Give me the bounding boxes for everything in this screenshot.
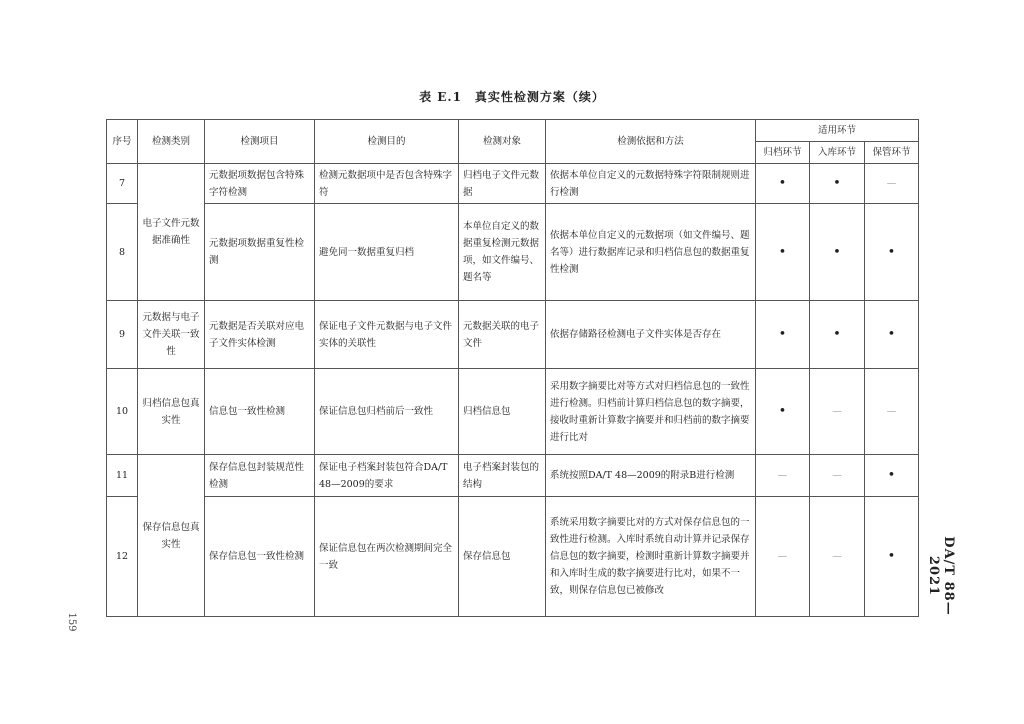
- row-item: 元数据项数据包含特殊字符检测: [205, 164, 315, 204]
- row-method: 依据存储路径检测电子文件实体是否存在: [546, 301, 756, 369]
- row-category: 元数据与电子文件关联一致性: [138, 301, 205, 369]
- page-number: 159: [66, 612, 77, 632]
- row-archive-mark: •: [756, 301, 810, 369]
- row-seq: 9: [107, 301, 138, 369]
- row-purpose: 保证电子文件元数据与电子文件实体的关联性: [315, 301, 459, 369]
- row-archive-mark: •: [756, 369, 810, 455]
- header-row: [107, 120, 919, 142]
- row-seq: 7: [107, 164, 138, 204]
- row-object: 保存信息包: [459, 497, 546, 617]
- row-category: 保存信息包真实性: [138, 455, 205, 617]
- row-method: 系统采用数字摘要比对的方式对保存信息包的一致性进行检测。入库时系统自动计算并记录保存信息包的数字摘要，检测时重新计算数字摘要并和入库时生成的数字摘要进行比对，如果不一致，则保存信息包已被修改: [546, 497, 756, 617]
- row-custody-mark: —: [865, 369, 919, 455]
- header-category: 检测类别: [138, 120, 205, 164]
- row-object: 归档信息包: [459, 369, 546, 455]
- header-method: 检测依据和方法: [546, 120, 756, 164]
- header-stage-custody: 保管环节: [865, 142, 919, 164]
- row-archive-mark: •: [756, 204, 810, 301]
- row-object: 本单位自定义的数据重复检测元数据项，如文件编号、题名等: [459, 204, 546, 301]
- table-row: [107, 301, 919, 369]
- row-custody-mark: —: [865, 164, 919, 204]
- header-object: 检测对象: [459, 120, 546, 164]
- row-item: 元数据项数据重复性检测: [205, 204, 315, 301]
- authenticity-test-table: [106, 119, 919, 617]
- row-method: 采用数字摘要比对等方式对归档信息包的一致性进行检测。归档前计算归档信息包的数字摘要，接收时重新计算数字摘要并和归档前的数字摘要进行比对: [546, 369, 756, 455]
- row-item: 保存信息包封装规范性检测: [205, 455, 315, 497]
- row-item: 保存信息包一致性检测: [205, 497, 315, 617]
- row-purpose: 检测元数据项中是否包含特殊字符: [315, 164, 459, 204]
- row-method: 依据本单位自定义的元数据项（如文件编号、题名等）进行数据库记录和归档信息包的数据重复性检测: [546, 204, 756, 301]
- row-purpose: 保证电子档案封装包符合DA/T 48—2009的要求: [315, 455, 459, 497]
- row-seq: 11: [107, 455, 138, 497]
- header-seq: 序号: [107, 120, 138, 164]
- table-row: [107, 369, 919, 455]
- table-row: [107, 455, 919, 497]
- row-category: 电子文件元数据准确性: [138, 164, 205, 301]
- header-stages: 适用环节: [756, 120, 919, 142]
- row-archive-mark: —: [756, 497, 810, 617]
- table-row: [107, 497, 919, 617]
- header-stage-archive: 归档环节: [756, 142, 810, 164]
- row-item: 元数据是否关联对应电子文件实体检测: [205, 301, 315, 369]
- row-storage-mark: —: [810, 455, 865, 497]
- standard-code: DA/T 88—2021: [926, 536, 956, 616]
- row-item: 信息包一致性检测: [205, 369, 315, 455]
- row-seq: 12: [107, 497, 138, 617]
- row-storage-mark: —: [810, 369, 865, 455]
- row-custody-mark: •: [865, 455, 919, 497]
- row-object: 电子档案封装包的结构: [459, 455, 546, 497]
- row-storage-mark: •: [810, 164, 865, 204]
- row-object: 归档电子文件元数据: [459, 164, 546, 204]
- row-purpose: 避免同一数据重复归档: [315, 204, 459, 301]
- row-purpose: 保证信息包在两次检测期间完全一致: [315, 497, 459, 617]
- row-storage-mark: —: [810, 497, 865, 617]
- row-archive-mark: •: [756, 164, 810, 204]
- header-purpose: 检测目的: [315, 120, 459, 164]
- row-seq: 10: [107, 369, 138, 455]
- row-purpose: 保证信息包归档前后一致性: [315, 369, 459, 455]
- row-archive-mark: —: [756, 455, 810, 497]
- row-storage-mark: •: [810, 204, 865, 301]
- table-row: [107, 204, 919, 301]
- row-storage-mark: •: [810, 301, 865, 369]
- row-category: 归档信息包真实性: [138, 369, 205, 455]
- header-stage-storage: 入库环节: [810, 142, 865, 164]
- row-custody-mark: •: [865, 204, 919, 301]
- table-caption: 表 E.1 真实性检测方案（续）: [419, 90, 605, 104]
- row-custody-mark: •: [865, 301, 919, 369]
- row-seq: 8: [107, 204, 138, 301]
- row-method: 依据本单位自定义的元数据特殊字符限制规则进行检测: [546, 164, 756, 204]
- row-method: 系统按照DA/T 48—2009的附录B进行检测: [546, 455, 756, 497]
- table-row: [107, 164, 919, 204]
- row-custody-mark: •: [865, 497, 919, 617]
- row-object: 元数据关联的电子文件: [459, 301, 546, 369]
- header-item: 检测项目: [205, 120, 315, 164]
